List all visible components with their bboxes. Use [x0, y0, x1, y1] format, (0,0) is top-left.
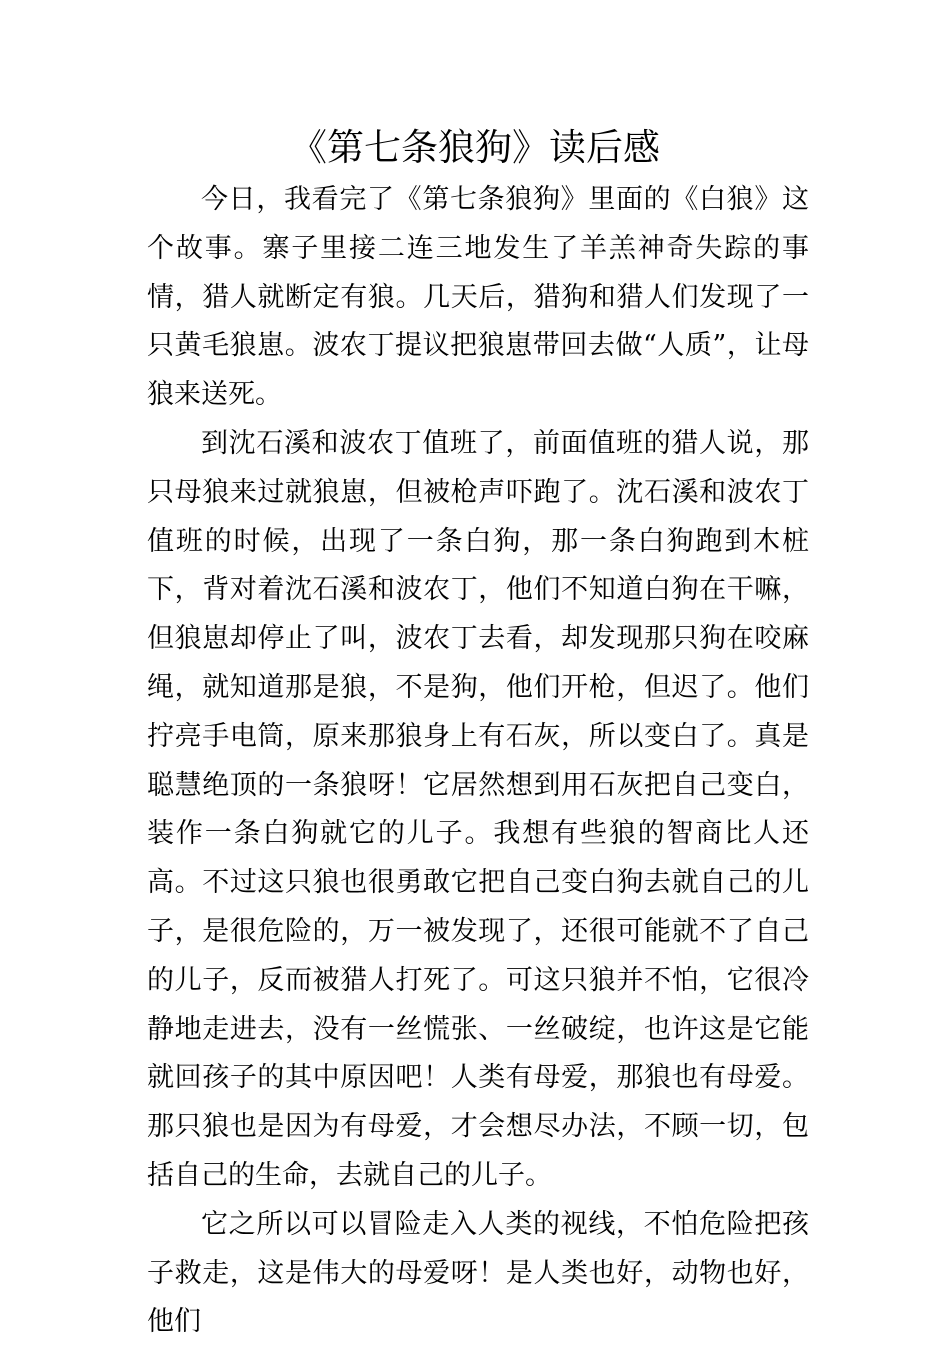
document-title: 《第七条狼狗》读后感 [290, 126, 660, 169]
paragraph-3: 它之所以可以冒险走入人类的视线，不怕危险把孩子救走，这是伟大的母爱呀！是人类也好，动物也好，他们 [147, 1208, 809, 1338]
paragraph-1: 今日，我看完了《第七条狼狗》里面的《白狼》这个故事。寨子里接二连三地发生了羊羔神奇失踪的事情，猎人就断定有狼。几天后，猎狗和猎人们发现了一只黄毛狼崽。波农丁提议把狼崽带回去做“人质”，让母狼来送死。 [147, 184, 809, 411]
document-body [147, 176, 809, 1347]
paragraph-2: 到沈石溪和波农丁值班了，前面值班的猎人说，那只母狼来过就狼崽，但被枪声吓跑了。沈石溪和波农丁值班的时候，出现了一条白狗，那一条白狗跑到木桩下，背对着沈石溪和波农丁，他们不知道白狗在干嘛，但狼崽却停止了叫，波农丁去看，却发现那只狗在咬麻绳，就知道那是狼，不是狗，他们开枪，但迟了。他们拧亮手电筒，原来那狼身上有石灰，所以变白了。真是聪慧绝顶的一条狼呀！它居然想到用石灰把自己变白，装作一条白狗就它的儿子。我想有些狼的智商比人还高。不过这只狼也很勇敢它把自己变白狗去就自己的儿子，是很危险的，万一被发现了，还很可能就不了自己的儿子，反而被猎人打死了。可这只狼并不怕，它很冷静地走进去，没有一丝慌张、一丝破绽，也许这是它能就回孩子的其中原因吧！人类有母爱，那狼也有母爱。那只狼也是因为有母爱，才会想尽办法，不顾一切，包括自己的生命，去就自己的儿子。 [147, 427, 809, 1191]
